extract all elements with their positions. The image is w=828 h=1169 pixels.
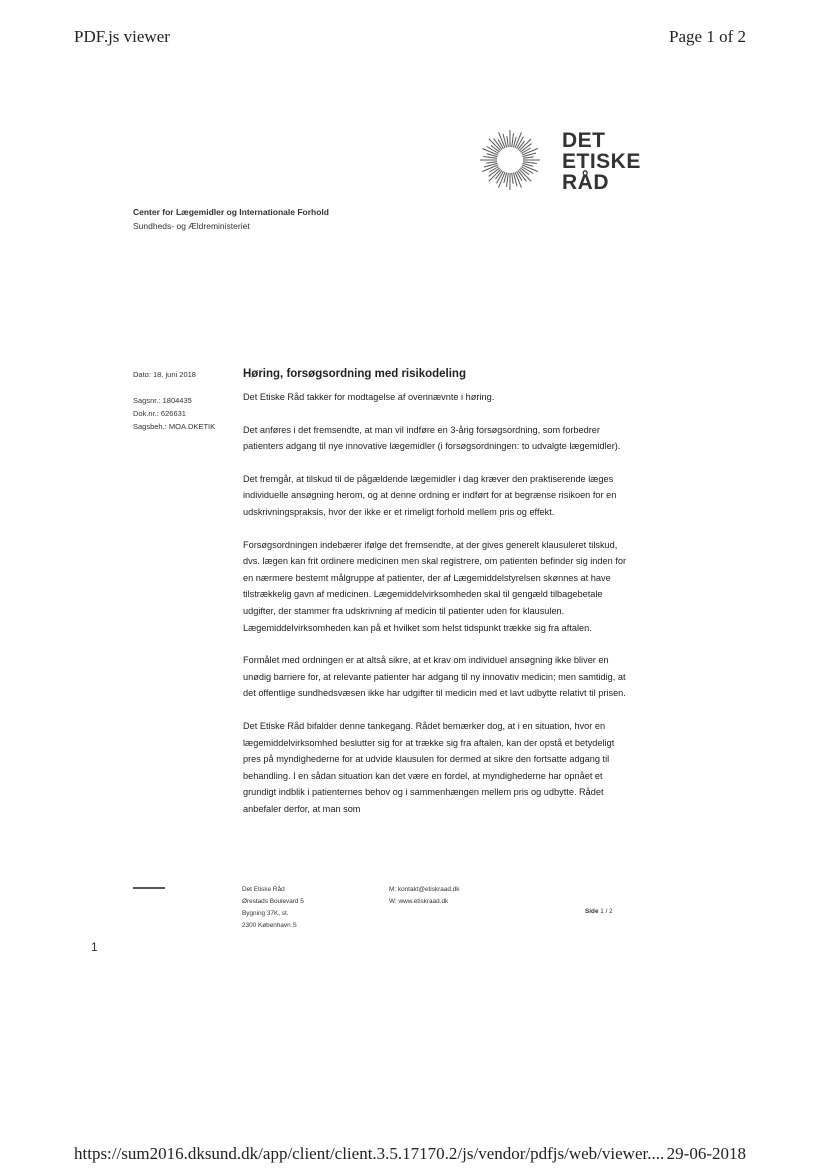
sender-org: Center for Lægemidler og Internationale Forhold	[133, 207, 329, 217]
paragraph: Det Etiske Råd bifalder denne tankegang. Rådet bemærker dog, at i en situation, hvor en lægemiddelvirksomhed beslutter sig for at trække sig fra aftalen, kan der opstå et betydeligt pres på myndighederne for at udvide klausulen for dermed at sikre den fortsatte adgang til behandling. I en sådan situation kan det være en fordel, at myndighederne har opnået et grundigt indblik i patienternes behov og i sammenhængen mellem pris og udbytte. Rådet anbefaler derfor, at man som	[243, 720, 615, 814]
footer-divider	[133, 887, 165, 889]
print-header-title: PDF.js viewer	[74, 27, 170, 46]
print-footer-date: 29-06-2018	[666, 1144, 746, 1163]
sunburst-ray	[486, 162, 497, 163]
footer-contact	[389, 884, 459, 908]
footer-page-number	[585, 908, 613, 915]
footer-address-line: Det Etiske Råd	[242, 886, 285, 893]
paragraph: Det fremgår, at tilskud til de pågældende lægemidler i dag kræver den praktiserende læges individuelle ansøgning herom, og at denne ordning er indført for at begrænse risikoen for en udskrivningspraksis, hvor der ikke er et rimeligt forhold mellem pris og effekt.	[243, 473, 617, 517]
footer-address-line: Ørestads Boulevard 5	[242, 898, 304, 905]
sunburst-logo-icon	[478, 128, 542, 192]
footer-web: W: www.etiskraad.dk	[389, 898, 449, 905]
letter-title: Høring, forsøgsordning med risikodeling	[243, 368, 466, 380]
logo-line-3: RÅD	[562, 171, 609, 194]
logo	[478, 128, 641, 194]
sunburst-ray	[507, 136, 508, 147]
footer-address-line: 2300 København S	[242, 922, 297, 929]
footer-email: M: kontakt@etiskraad.dk	[389, 886, 460, 893]
sunburst-ray	[512, 173, 513, 184]
letter-meta	[133, 368, 215, 433]
footer-address-line: Bygning 37K, st.	[242, 910, 289, 917]
logo-line-1: DET	[562, 129, 606, 152]
meta-case-no: Sagsnr.: 1804435	[133, 396, 192, 405]
sender-block	[133, 205, 329, 233]
meta-doc-no: Dok.nr.: 626631	[133, 409, 186, 418]
page-number: 1	[91, 940, 98, 954]
sunburst-ray	[512, 133, 514, 147]
logo-line-2: ETISKE	[562, 150, 641, 173]
meta-date: Dato: 18. juni 2018	[133, 370, 196, 379]
sunburst-ray	[483, 156, 497, 158]
paragraph: Formålet med ordningen er at altså sikre, at et krav om individuel ansøgning ikke bliver en unødig barriere for, at relevante patienter har adgang til ny innovativ medicin; men samtidig, at det offentlige sundhedsvæsen ikke har udgifter til medicin med et lavt udbytte relativt til prisen.	[243, 655, 626, 699]
sunburst-ray	[506, 173, 508, 187]
sunburst-ray	[523, 157, 534, 158]
sunburst-ray	[523, 162, 537, 164]
footer-page-value: 1 / 2	[600, 908, 613, 915]
footer-page-label: Side	[585, 908, 599, 915]
logo-wordmark	[562, 131, 641, 194]
letter-body	[243, 389, 633, 833]
paragraph: Det anføres i det fremsendte, at man vil indføre en 3-årig forsøgsordning, som forbedrer patienters adgang til nye innovative lægemidler (i forsøgsordningen: to udvalgte lægemidler).	[243, 424, 621, 452]
print-footer-url: https://sum2016.dksund.dk/app/client/client.3.5.17170.2/js/vendor/pdfjs/web/viewer....	[74, 1144, 665, 1163]
meta-handler: Sagsbeh.: MOA.DKETIK	[133, 422, 216, 431]
paragraph: Det Etiske Råd takker for modtagelse af ovennævnte i høring.	[243, 392, 495, 402]
footer-address	[242, 884, 304, 932]
print-header-page-indicator: Page 1 of 2	[669, 27, 746, 46]
paragraph: Forsøgsordningen indebærer ifølge det fremsendte, at der gives generelt klausuleret tilskud, dvs. lægen kan frit ordinere medicinen men skal registrere, om patienten befinder sig inden for en nærmere bestemt målgruppe af patienter, der af Lægemiddelstyrelsen skønnes at have tilstrækkelig gavn af medicinen. Lægemiddelvirksomheden skal til gengæld tilbagebetale udgifter, der stammer fra udskrivning af medicin til patienter uden for klausulen. Lægemiddelvirksomheden kan på et hvilket som helst tidspunkt trække sig fra aftalen.	[243, 539, 627, 633]
sender-ministry: Sundheds- og Ældreministeriet	[133, 221, 250, 231]
